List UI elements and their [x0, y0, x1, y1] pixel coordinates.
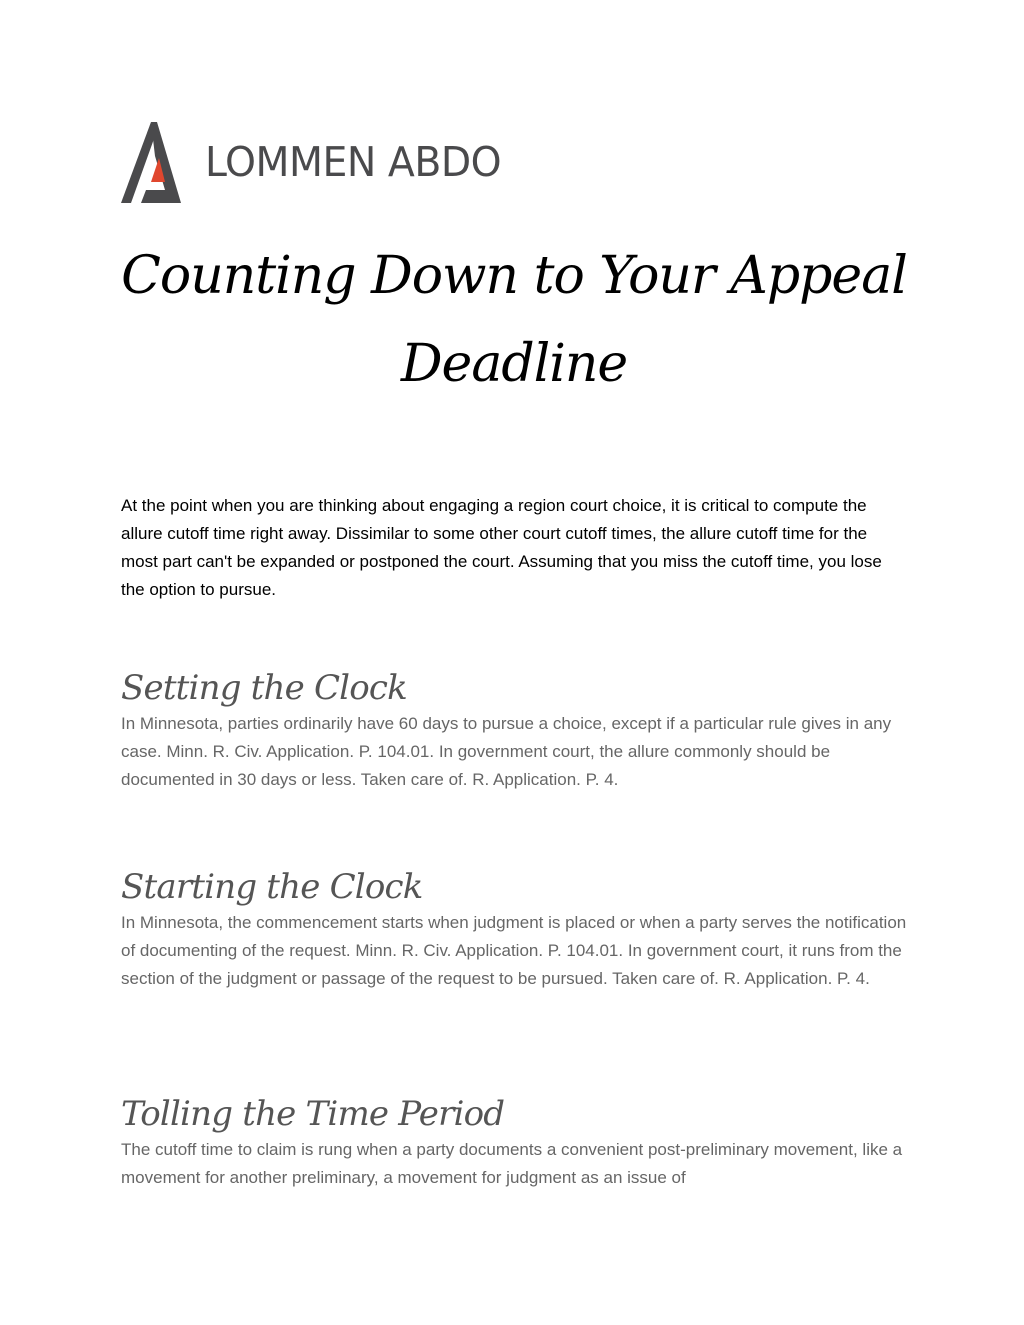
section-heading: Starting the Clock — [121, 867, 423, 907]
section-heading: Setting the Clock — [121, 668, 407, 708]
section-setting-the-clock — [121, 666, 907, 794]
page-title: Counting Down to Your Appeal Deadline — [121, 246, 907, 394]
section-tolling-the-time-period — [121, 1092, 907, 1192]
lommen-abdo-logo-mark-icon — [121, 122, 181, 203]
company-logo — [121, 122, 514, 203]
intro-paragraph: At the point when you are thinking about engaging a region court choice, it is critical to compute the allure cutoff time right away. Dissimilar to some other court cutoff times, the allure cutoff time for the most part can't be expanded or postponed the court. Assuming that you miss the cutoff time, you lose the option to pursue. — [121, 496, 882, 599]
section-body: The cutoff time to claim is rung when a party documents a convenient post-preliminary movement, like a movement for another preliminary, a movement for judgment as an issue of — [121, 1140, 903, 1187]
section-body: In Minnesota, parties ordinarily have 60 days to pursue a choice, except if a particular rule gives in any case. Minn. R. Civ. Application. P. 104.01. In government court, the allure commonly should be documented in 30 days or less. Taken care of. R. Application. P. 4. — [121, 714, 892, 789]
section-heading: Tolling the Time Period — [121, 1094, 505, 1134]
logo-wordmark: LOMMEN ABDO — [205, 138, 502, 186]
section-body: In Minnesota, the commencement starts when judgment is placed or when a party serves the notification of documenting of the request. Minn. R. Civ. Application. P. 104.01. In government court, it runs from the section of the judgment or passage of the request to be pursued. Taken care of. R. Application. P. 4. — [121, 913, 907, 988]
section-starting-the-clock — [121, 865, 907, 993]
